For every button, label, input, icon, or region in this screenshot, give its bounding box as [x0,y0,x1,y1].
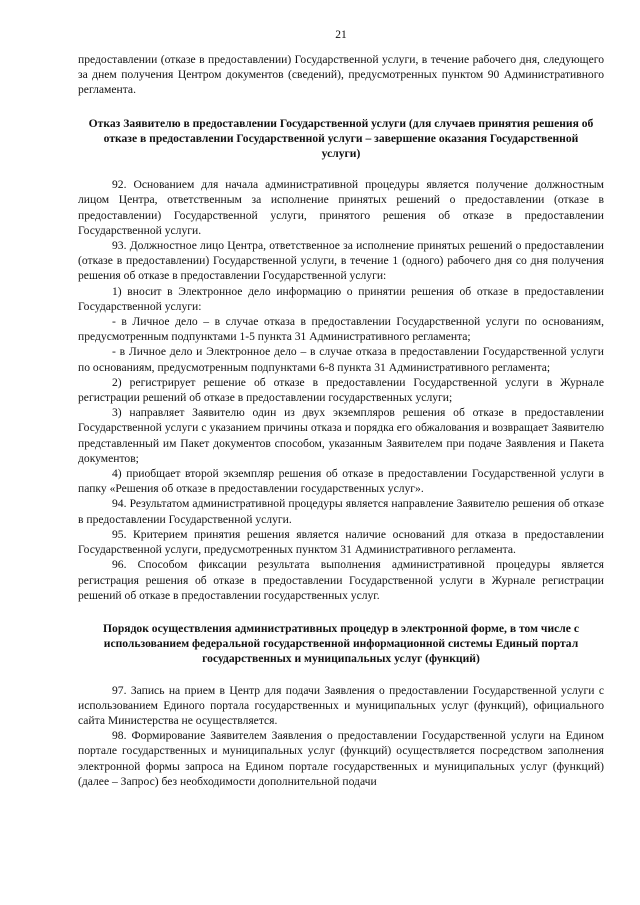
paragraph: 98. Формирование Заявителем Заявления о предоставлении Государственной услуги на Едином портале государственных и муниципальных услуг (функций) осуществляется посредством заполнения электронной формы запроса на Едином портале государственных и муниципальных услуг (функций) (далее – Запрос) без необходимости дополнительной подачи [78,729,604,788]
paragraph: 94. Результатом административной процедуры является направление Заявителю решения об отказе в предоставлении Государственной услуги. [78,497,604,526]
paragraph: 1) вносит в Электронное дело информацию о принятии решения об отказе в предоставлении Государственной услуги: [78,284,604,313]
document-body [78,52,604,789]
paragraph: 4) приобщает второй экземпляр решения об отказе в предоставлении Государственной услуги в папку «Решения об отказе в предоставлении государственных услуг». [78,467,604,496]
paragraph: 97. Запись на прием в Центр для подачи Заявления о предоставлении Государственной услуги с использованием Единого портала государственных и муниципальных услуг (функций), официального сайта Министерства не осуществляется. [78,683,604,727]
paragraph: 95. Критерием принятия решения является наличие оснований для отказа в предоставлении Государственной услуги, предусмотренных пунктом 31 Административного регламента. [78,527,604,557]
document-page [78,28,604,789]
paragraph: 93. Должностное лицо Центра, ответственное за исполнение принятых решений о предоставлении (отказе в предоставлении) Государственной услуги, в течение 1 (одного) рабочего дня со дня получения решения об отказе в предоставлении Государственной услуги: [78,239,604,283]
paragraph: 96. Способом фиксации результата выполнения административной процедуры является регистрация решения об отказе в предоставлении Государственной услуги в Журнале регистрации решений об отказе в предоставлении государственных услуг. [78,558,604,602]
section-heading: Отказ Заявителю в предоставлении Государственной услуги (для случаев принятия решения об отказе в предоставлении Государственной услуги – завершение оказания Государственной услуги) [88,116,594,161]
paragraph: 92. Основанием для начала административной процедуры является получение должностным лицом Центра, ответственным за исполнение принятых решений о предоставлении (отказе в предоставлении) Государственной услуги, принятого решения об отказе в предоставлении Государственной услуги. [78,178,604,237]
paragraph: 2) регистрирует решение об отказе в предоставлении Государственной услуги в Журнале регистрации решений об отказе в предоставлении государственных услуги; [78,375,604,405]
spacer [78,603,604,621]
paragraph: 3) направляет Заявителю один из двух экземпляров решения об отказе в предоставлении Государственной услуги с указанием причины отказа и порядка его обжалования и возвращает Заявителю представленный им Пакет документов способом, указанным Заявителем при подаче Заявления и Пакета документов; [78,406,604,465]
paragraph: предоставлении (отказе в предоставлении) Государственной услуги, в течение рабочего дня, следующего за днем получения Центром документов (сведений), предусмотренных пунктом 90 Административного регламента. [78,53,604,97]
spacer [78,161,604,177]
section-heading: Порядок осуществления административных процедур в электронной форме, в том числе с использованием федеральной государственной информационной системы Единый портал государственных и муниципальных услуг (функций) [103,621,579,666]
paragraph: - в Личное дело – в случае отказа в предоставлении Государственной услуги по основаниям, предусмотренным подпунктами 1-5 пункта 31 Административного регламента; [78,315,604,344]
paragraph: - в Личное дело и Электронное дело – в случае отказа в предоставлении Государственной услуги по основаниям, предусмотренным подпунктами 6-8 пункта 31 Административного регламента; [78,345,604,374]
spacer [78,667,604,683]
page-number: 21 [335,29,347,41]
spacer [78,98,604,116]
